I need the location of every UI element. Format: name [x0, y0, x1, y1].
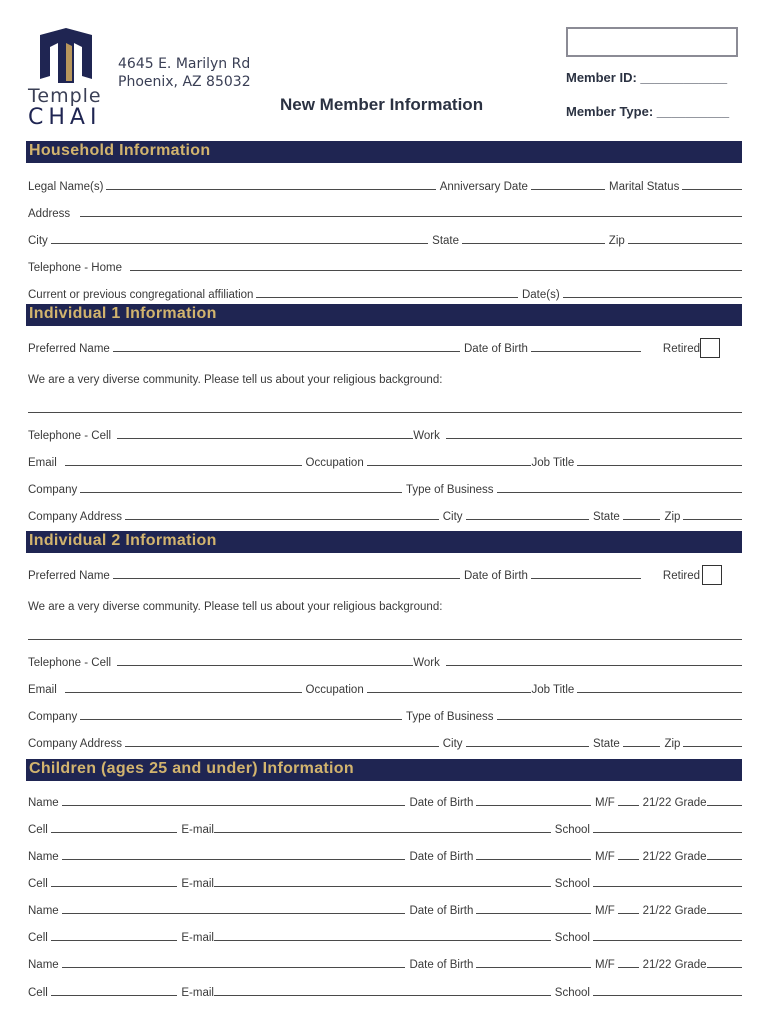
child-grade-field[interactable]	[707, 967, 742, 968]
individual2-row-company	[28, 707, 742, 723]
children-heading: Children (ages 25 and under) Information	[29, 760, 354, 777]
address-line-1: 4645 E. Marilyn Rd	[118, 56, 251, 72]
household-row-affiliation	[28, 285, 742, 301]
child-dob-label: Date of Birth	[409, 851, 474, 863]
company-label: Company	[28, 484, 78, 496]
individual1-row-name	[28, 339, 742, 355]
job-title-label: Job Title	[531, 457, 575, 469]
child-cell-label: Cell	[28, 987, 48, 999]
household-row-city	[28, 231, 742, 247]
individual1-row-company-address	[28, 507, 742, 523]
preferred-name-field[interactable]	[113, 351, 460, 352]
child-name-field[interactable]	[62, 913, 406, 914]
company-zip-label: Zip	[664, 738, 681, 750]
household-row-telephone	[28, 258, 742, 274]
company-city-label: City	[442, 738, 463, 750]
temple-chai-logo-icon	[38, 27, 94, 85]
individual1-section-header	[26, 304, 742, 326]
company-state-field[interactable]	[623, 746, 661, 747]
child-grade-field[interactable]	[707, 805, 742, 806]
child4-row-contact	[28, 983, 742, 999]
date-of-birth-field[interactable]	[531, 578, 641, 579]
child-school-field[interactable]	[593, 995, 742, 996]
city-label: City	[28, 235, 48, 247]
occupation-field[interactable]	[367, 692, 532, 693]
child-dob-label: Date of Birth	[409, 797, 474, 809]
child-cell-label: Cell	[28, 878, 48, 890]
company-label: Company	[28, 711, 78, 723]
child-school-field[interactable]	[593, 832, 742, 833]
affiliation-field[interactable]	[256, 297, 518, 298]
child-name-label: Name	[28, 959, 59, 971]
type-of-business-field[interactable]	[497, 492, 742, 493]
child1-row-contact	[28, 820, 742, 836]
child-school-label: School	[554, 932, 590, 944]
company-zip-field[interactable]	[683, 746, 742, 747]
preferred-name-field[interactable]	[113, 578, 460, 579]
company-field[interactable]	[80, 492, 402, 493]
child-mf-label: M/F	[594, 797, 615, 809]
legal-names-field[interactable]	[106, 189, 435, 190]
individual1-retired-checkbox[interactable]	[700, 338, 720, 358]
child-mf-field[interactable]	[618, 859, 639, 860]
job-title-field[interactable]	[577, 692, 742, 693]
telephone-cell-label: Telephone - Cell	[28, 430, 112, 442]
dates-field[interactable]	[563, 297, 742, 298]
child-email-field[interactable]	[214, 886, 551, 887]
email-label: Email	[28, 684, 57, 696]
address-line-2: Phoenix, AZ 85032	[118, 74, 251, 90]
child-mf-field[interactable]	[618, 913, 639, 914]
household-row-names	[28, 177, 742, 193]
child-mf-label: M/F	[594, 959, 615, 971]
company-zip-label: Zip	[664, 511, 681, 523]
child-mf-label: M/F	[594, 905, 615, 917]
household-heading: Household Information	[29, 142, 211, 159]
zip-label: Zip	[608, 235, 625, 247]
city-field[interactable]	[51, 243, 428, 244]
company-field[interactable]	[80, 719, 402, 720]
child-dob-field[interactable]	[476, 805, 591, 806]
individual2-row-telephone	[28, 653, 742, 669]
email-label: Email	[28, 457, 57, 469]
individual1-row-company	[28, 480, 742, 496]
company-city-label: City	[442, 511, 463, 523]
child-school-label: School	[554, 824, 590, 836]
child-school-field[interactable]	[593, 886, 742, 887]
date-of-birth-label: Date of Birth	[464, 343, 528, 355]
individual2-heading: Individual 2 Information	[29, 532, 217, 549]
child-cell-field[interactable]	[51, 832, 178, 833]
date-of-birth-field[interactable]	[531, 351, 641, 352]
email-field[interactable]	[65, 465, 302, 466]
individual1-heading: Individual 1 Information	[29, 305, 217, 322]
company-address-label: Company Address	[28, 738, 122, 750]
marital-status-field[interactable]	[682, 189, 742, 190]
child-dob-field[interactable]	[476, 913, 591, 914]
company-state-field[interactable]	[623, 519, 661, 520]
address-label: Address	[28, 208, 71, 220]
individual2-retired-checkbox[interactable]	[702, 565, 722, 585]
retired-label: Retired	[662, 343, 700, 355]
company-address-field[interactable]	[125, 746, 439, 747]
job-title-field[interactable]	[577, 465, 742, 466]
member-type-label: Member Type: __________	[566, 104, 730, 119]
child-grade-label: 21/22 Grade	[642, 905, 707, 917]
child-name-field[interactable]	[62, 859, 406, 860]
child-email-label: E-mail	[181, 878, 214, 890]
child-mf-field[interactable]	[618, 967, 639, 968]
date-of-birth-label: Date of Birth	[464, 570, 528, 582]
child-cell-label: Cell	[28, 824, 48, 836]
telephone-cell-field[interactable]	[117, 665, 413, 666]
telephone-home-field[interactable]	[130, 270, 742, 271]
child-cell-label: Cell	[28, 932, 48, 944]
preferred-name-label: Preferred Name	[28, 343, 110, 355]
child-email-label: E-mail	[181, 824, 214, 836]
logo-wordmark-temple: Temple	[28, 85, 102, 107]
work-label: Work	[413, 430, 440, 442]
logo-wordmark-chai: CHAI	[28, 105, 102, 130]
child-grade-field[interactable]	[707, 859, 742, 860]
anniversary-date-field[interactable]	[531, 189, 605, 190]
form-title: New Member Information	[280, 95, 484, 114]
household-row-address	[28, 204, 742, 220]
anniversary-date-label: Anniversary Date	[439, 181, 528, 193]
child-dob-field[interactable]	[476, 967, 591, 968]
telephone-home-label: Telephone - Home	[28, 262, 122, 274]
child-mf-label: M/F	[594, 851, 615, 863]
child-dob-label: Date of Birth	[409, 959, 474, 971]
telephone-cell-field[interactable]	[117, 438, 413, 439]
child2-row-name	[28, 847, 742, 863]
affiliation-label: Current or previous congregational affiliation	[28, 289, 254, 301]
type-of-business-label: Type of Business	[405, 484, 494, 496]
individual1-row-email	[28, 453, 742, 469]
child-name-label: Name	[28, 851, 59, 863]
child-name-field[interactable]	[62, 967, 406, 968]
member-id-label: Member ID: ____________	[566, 70, 728, 85]
child4-row-name	[28, 955, 742, 971]
work-phone-field[interactable]	[446, 665, 742, 666]
child3-row-contact	[28, 928, 742, 944]
zip-field[interactable]	[628, 243, 742, 244]
marital-status-label: Marital Status	[609, 181, 680, 193]
child-name-label: Name	[28, 797, 59, 809]
child-email-field[interactable]	[214, 995, 551, 996]
child-school-label: School	[554, 987, 590, 999]
individual1-religious-field[interactable]	[28, 412, 742, 413]
individual2-religious-field[interactable]	[28, 639, 742, 640]
child-dob-label: Date of Birth	[409, 905, 474, 917]
child-dob-field[interactable]	[476, 859, 591, 860]
individual2-row-company-address	[28, 734, 742, 750]
occupation-label: Occupation	[305, 457, 364, 469]
child2-row-contact	[28, 874, 742, 890]
individual1-religious-prompt: We are a very diverse community. Please tell us about your religious background:	[28, 374, 443, 386]
type-of-business-field[interactable]	[497, 719, 742, 720]
work-label: Work	[413, 657, 440, 669]
child-name-label: Name	[28, 905, 59, 917]
child1-row-name	[28, 793, 742, 809]
state-label: State	[432, 235, 460, 247]
work-phone-field[interactable]	[446, 438, 742, 439]
address-field[interactable]	[80, 216, 742, 217]
child-mf-field[interactable]	[618, 805, 639, 806]
company-state-label: State	[592, 738, 620, 750]
office-use-box[interactable]	[566, 27, 738, 57]
child3-row-name	[28, 901, 742, 917]
household-section-header	[26, 141, 742, 163]
child-name-field[interactable]	[62, 805, 406, 806]
telephone-cell-label: Telephone - Cell	[28, 657, 112, 669]
child-school-label: School	[554, 878, 590, 890]
child-school-field[interactable]	[593, 940, 742, 941]
child-email-label: E-mail	[181, 932, 214, 944]
child-grade-label: 21/22 Grade	[642, 851, 707, 863]
company-address-label: Company Address	[28, 511, 122, 523]
child-email-field[interactable]	[214, 832, 551, 833]
individual2-row-name	[28, 566, 742, 582]
legal-names-label: Legal Name(s)	[28, 181, 104, 193]
company-state-label: State	[592, 511, 620, 523]
child-grade-label: 21/22 Grade	[642, 959, 707, 971]
occupation-label: Occupation	[305, 684, 364, 696]
child-cell-field[interactable]	[51, 886, 178, 887]
retired-label: Retired	[662, 570, 700, 582]
email-field[interactable]	[65, 692, 302, 693]
company-city-field[interactable]	[466, 746, 589, 747]
occupation-field[interactable]	[367, 465, 532, 466]
dates-label: Date(s)	[521, 289, 560, 301]
children-section-header	[26, 759, 742, 781]
job-title-label: Job Title	[531, 684, 575, 696]
state-field[interactable]	[462, 243, 605, 244]
individual1-row-telephone	[28, 426, 742, 442]
preferred-name-label: Preferred Name	[28, 570, 110, 582]
company-zip-field[interactable]	[683, 519, 742, 520]
child-cell-field[interactable]	[51, 940, 178, 941]
individual2-row-email	[28, 680, 742, 696]
child-email-label: E-mail	[181, 987, 214, 999]
type-of-business-label: Type of Business	[405, 711, 494, 723]
child-grade-label: 21/22 Grade	[642, 797, 707, 809]
company-city-field[interactable]	[466, 519, 589, 520]
individual2-religious-prompt: We are a very diverse community. Please tell us about your religious background:	[28, 601, 443, 613]
child-email-field[interactable]	[214, 940, 551, 941]
company-address-field[interactable]	[125, 519, 439, 520]
individual2-section-header	[26, 531, 742, 553]
child-grade-field[interactable]	[707, 913, 742, 914]
child-cell-field[interactable]	[51, 995, 178, 996]
